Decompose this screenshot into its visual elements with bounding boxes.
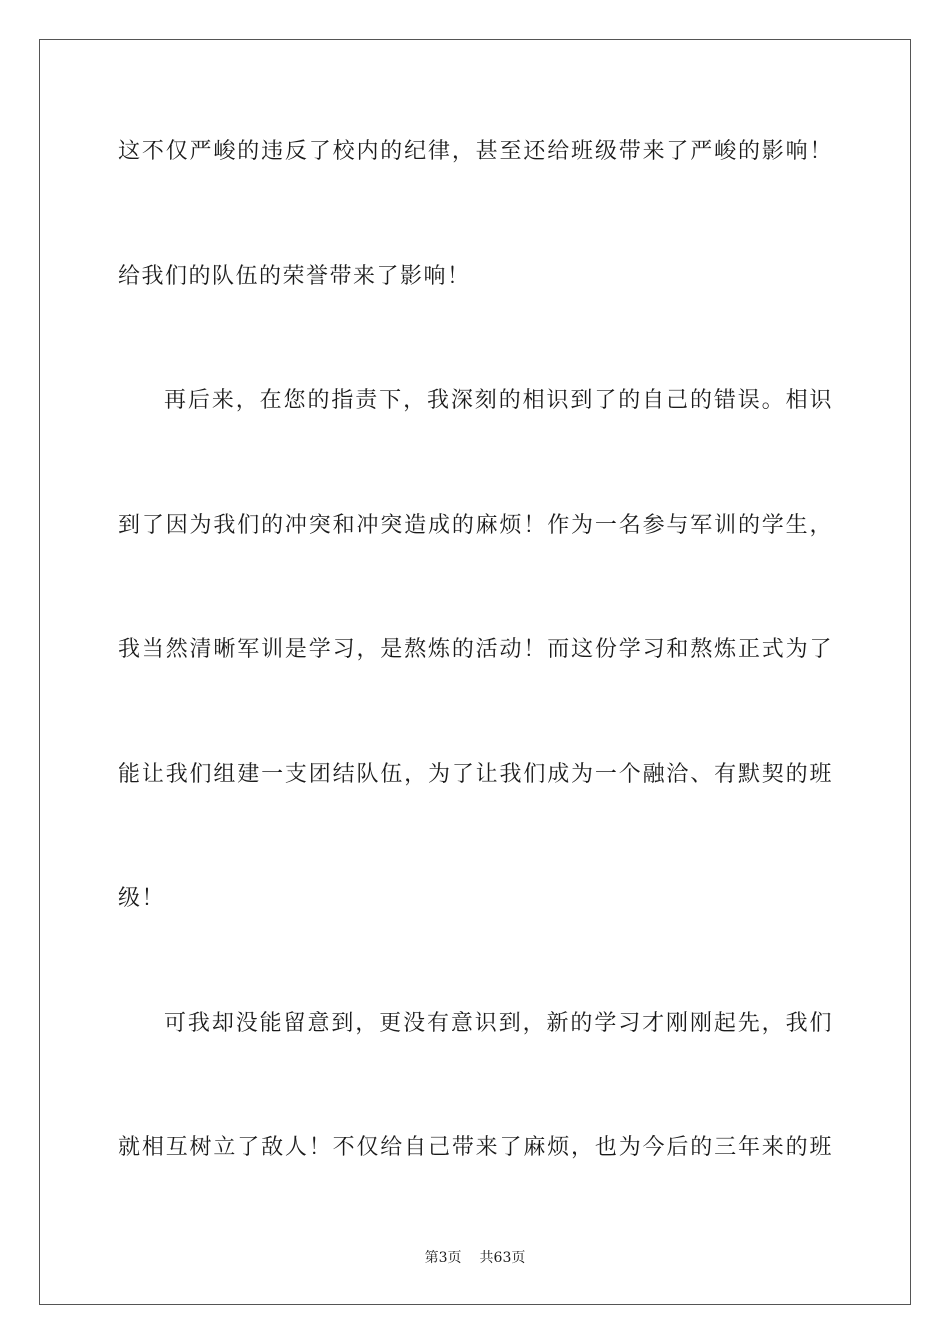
page-footer xyxy=(0,1247,950,1267)
text-line-9: 就相互树立了敌人！不仅给自己带来了麻烦，也为今后的三年来的班 xyxy=(118,1135,833,1160)
text-line-2: 给我们的队伍的荣誉带来了影响！ xyxy=(118,264,471,289)
page-total: 共63页 xyxy=(479,1250,526,1266)
text-line-7: 级！ xyxy=(118,886,166,911)
page-number: 第3页 xyxy=(424,1250,462,1266)
text-line-6: 能让我们组建一支团结队伍，为了让我们成为一个融洽、有默契的班 xyxy=(118,762,833,787)
text-line-5: 我当然清晰军训是学习，是熬炼的活动！而这份学习和熬炼正式为了 xyxy=(118,637,833,662)
text-line-3: 再后来，在您的指责下，我深刻的相识到了的自己的错误。相识 xyxy=(164,388,833,413)
text-line-1: 这不仅严峻的违反了校内的纪律，甚至还给班级带来了严峻的影响！ xyxy=(118,139,833,164)
text-line-8: 可我却没能留意到，更没有意识到，新的学习才刚刚起先，我们 xyxy=(164,1011,833,1036)
page-border xyxy=(39,39,911,1305)
text-line-4: 到了因为我们的冲突和冲突造成的麻烦！作为一名参与军训的学生， xyxy=(118,513,833,538)
